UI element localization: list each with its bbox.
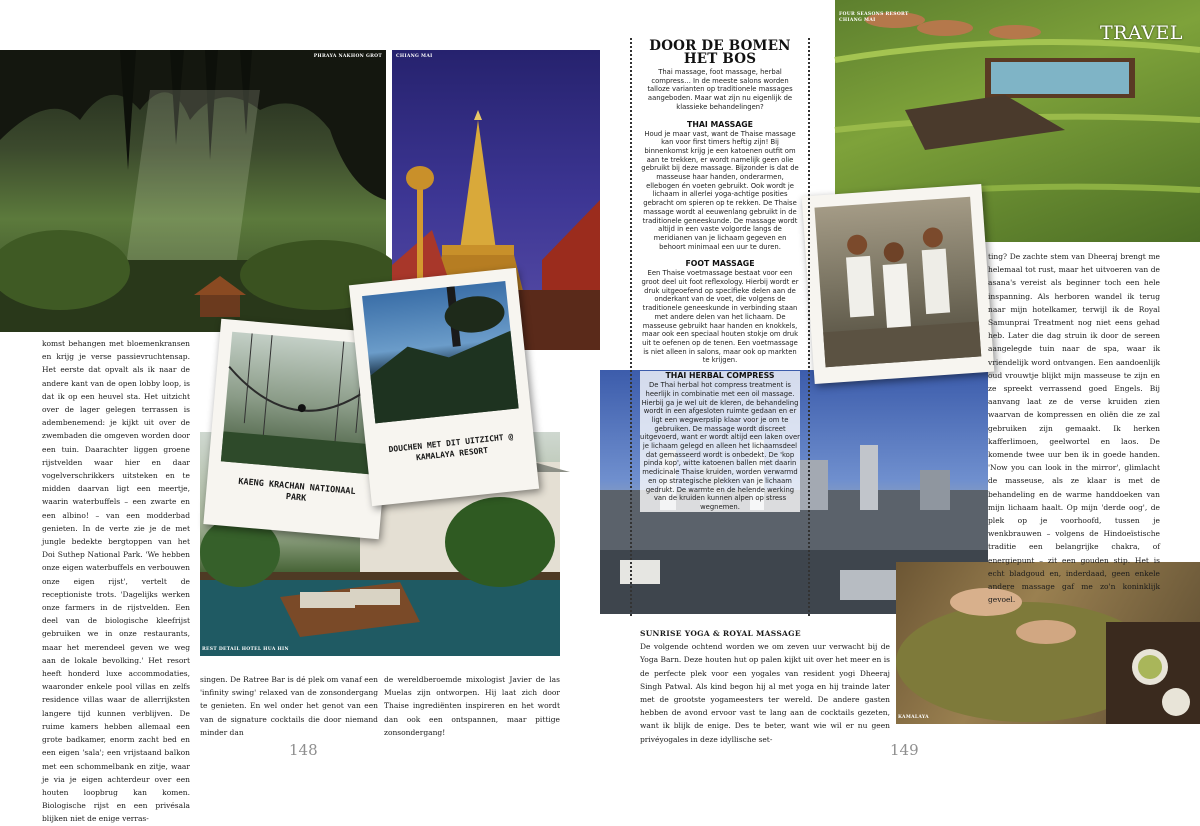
left-column-3 [384, 673, 560, 737]
sidebar-heading-herbal: THAI HERBAL COMPRESS [665, 371, 775, 381]
right-column-2-text: ting? De zachte stem van Dheeraj brengt me helemaal tot rust, maar het uitvoeren van de asana's vereist als beginner toch een hele inspanning. Als herboren wandel ik terug naar mijn hotelkamer, terwijl ik de Royal Samunprai Treatment nog niet eens gehad heb. Later die dag struin ik door de sereen aangelegde tuin naar de spa, waar ik vriendelijk word ontvangen. Een aandoenlijk oud vrouwtje blijkt mijn masseuse te zijn en ze spreekt verrassend goed Engels. Bij aanvang laat ze de verse kruiden zien waarvan de kompressen en oliën die ze zal gebruiken zijn gemaakt. Ik herken kafferlimoen, geelwortel en laos. De komende twee uur ben ik in goede handen. 'Now you can look in the mirror', glimlacht de masseuse, als ze klaar is met de behandeling en de warme handdoeken van mijn lichaam haalt. Op mijn 'derde oog', de plek op je voorhoofd, tussen je wenkbrauwen – volgens de Hindoeïstische traditie een belangrijke chakra, of energiepunt – zit een gouden stip. Het is echt bladgoud en, inderdaad, geen enkele andere massage gaf me zo'n koninklijk gevoel. [988, 252, 1160, 605]
sidebar-text-herbal: De Thai herbal hot compress treatment is heerlijk in combinatie met een oil massage. Hierbij ga je wel uit de kleren, de behandeling wordt in een afgesloten ruimte gedaan en er ligt een wegwerpslip klaar voor je om te gebruiken. De massage wordt discreet uitgevoerd, want er wordt altijd een laken over je lichaam gelegd en alleen het lichaamsdeel dat gemasseerd wordt is onbedekt. De 'kop pinda kop', witte katoenen ballen met daarin medicinale Thaise kruiden, worden verwarmd en op strategische plekken van je lichaam gedrukt. De warmte en de helende werking van de kruiden kunnen alpen op stress wegnemen. [640, 381, 800, 511]
resort-caption: FOUR SEASONS RESORT CHIANG MAI [839, 12, 909, 23]
sidebar-text-foot: Een Thaise voetmassage bestaat voor een groot deel uit foot reflexology. Hierbij wordt er druk uitgeoefend op specifieke delen aan de onderkant van de voet, die volgens de traditionele geneeskunde in verbinding staan met andere delen van het lichaam. De masseuse gebruikt haar handen en knokkels, maar ook een speciaal houten stokje om druk uit te oefenen op de tenen. Een voetmassage is niet alleen in salons, maar ook op markten te krijgen. [641, 269, 799, 365]
pool-caption: REST DETAIL HOTEL HUA HIN [202, 647, 289, 652]
temple-caption: CHIANG MAI [396, 54, 433, 59]
cave-caption: PHRAYA NAKHON GROT [313, 54, 382, 59]
sidebar-heading-foot: FOOT MASSAGE [685, 259, 755, 269]
section-label: TRAVEL [1100, 22, 1183, 44]
sidebar-content [640, 40, 800, 512]
left-column-2 [200, 673, 378, 737]
right-column-2 [988, 250, 1160, 605]
sidebar-intro: Thai massage, foot massage, herbal compress… In de meeste salons worden talloze varianten op traditionele massages aangeboden. Maar wat zijn nu eigenlijk de klassieke behandelingen? [647, 68, 793, 111]
sidebar-border-right [808, 38, 810, 616]
left-page-number: 148 [289, 741, 318, 759]
sidebar-heading-thai: THAI MASSAGE [687, 119, 753, 129]
view-label: DOUCHEN MET DIT UITZICHT @ KAMALAYA RESORT [388, 432, 514, 463]
left-column-3-text: de wereldberoemde mixologist Javier de las Muelas zijn ontworpen. Hij laat zich door Thaise ingrediënten inspireren en het wordt dan ook een ontspannen, maar pittige zonsondergang! [384, 675, 560, 737]
sidebar-herbal-panel [640, 371, 800, 512]
right-column-1 [640, 627, 890, 744]
polaroid-monks [802, 184, 995, 384]
left-column-2-text: singen. De Ratree Bar is dé plek om vanaf een 'infinity swing' relaxed van de zonsondergang te genieten. En wel onder het genot van een van de signature cocktails die door niemand minder dan [200, 675, 378, 737]
monks-photo [814, 197, 981, 367]
sidebar-border-left [630, 38, 632, 616]
park-label: KAENG KRACHAN NATIONAAL PARK [237, 476, 356, 504]
polaroid-view [349, 268, 539, 506]
right-column-1-heading: SUNRISE YOGA & ROYAL MASSAGE [640, 629, 801, 638]
cave-photo [0, 50, 386, 332]
sidebar-text-thai: Houd je maar vast, want de Thaise massage kan voor first timers heftig zijn! Bij binnenkomst krijg je een katoenen outfit om aan te trekken, er wordt namelijk geen olie gebruikt bij deze massage. Bijzonder is dat de masseuse haar handen, onderarmen, ellebogen én voeten gebruikt. Ook wordt je lichaam in allerlei yoga-achtige posities gebracht om spieren op te rekken. De Thaise massage wordt al eeuwenlang gebruikt in de traditionele geneeskunde. De massage wordt altijd in een vaste volgorde langs de meridianen van je lichaam gegeven en behoort minimaal een uur te duren. [641, 129, 799, 251]
sidebar-box [630, 38, 810, 616]
right-column-1-text: De volgende ochtend worden we om zeven uur verwacht bij de Yoga Barn. Deze houten hut op palen kijkt uit over het meer en is de perfecte plek voor een yogales van resident yogi Dheeraj Singh Patwal. Als kind begon hij al met yoga en hij trainde later met de grootste yogameesters ter wereld. De andere gasten hebben de avond ervoor vast te lang aan de cocktails gezeten, want ik blijk de enige. Des te beter, want wie wil er nu geen privéyogales in deze idyllische set- [640, 642, 890, 744]
left-column-1 [42, 337, 190, 824]
sidebar-title: DOOR DE BOMEN HET BOS [649, 38, 791, 67]
massage-caption: KAMALAYA [898, 715, 929, 720]
view-photo [362, 281, 519, 423]
right-page-number: 149 [890, 741, 919, 759]
left-column-1-text: komst behangen met bloemenkransen en krijg je verse passievruchtensap. Het eerste dat opvalt als ik naar de andere kant van de open lobby loop, is dat ik op een heuvel sta. Het uitzicht over de lager gelegen terrassen is adembenemend: je kijkt uit over de zwembaden die omgeven worden door een tuin. Daarachter liggen groene rijstvelden waar hier en daar vogelverschrikkers uitsteken en te midden daarvan ligt een meertje, waarin waterbuffels – een zwarte en een albino! – van een modderbad genieten. In de verte zie je de met jungle bedekte bergtoppen van het Doi Suthep National Park. 'We hebben onze eigen waterbuffels en verbouwen onze eigen rijst', vertelt de receptioniste trots. 'Dagelijks werken onze farmers in de rijstvelden. Een deel van de biologische kleefrijst gebruiken we in onze restaurants, maar het merendeel geven we weg aan de lokale bevolking.' Het resort heeft honderd luxe accommodaties, waaronder enkele pool villas en zelfs residence villas waar de allerrijksten langere tijd kunnen verblijven. De ruime kamers hebben allemaal een grote badkamer, enorm zacht bed en een eigen 'sala'; een vrijstaand balkon met een schommelbank en zitje, waar je via je eigen achterdeur over een houten loopbrug kan komen. Biologische rijst en een privésala blijken niet de enige verras- [42, 339, 190, 824]
